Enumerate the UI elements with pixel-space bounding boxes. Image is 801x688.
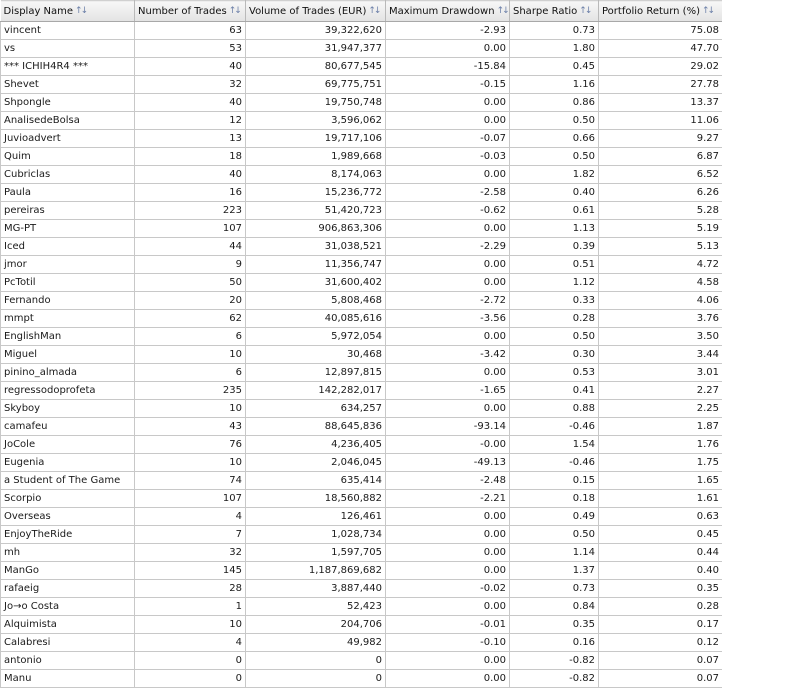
cell-number-of-trades: 16: [135, 184, 246, 202]
cell-maximum-drawdown: 0.00: [386, 220, 510, 238]
cell-portfolio-return: 6.26: [599, 184, 723, 202]
cell-number-of-trades: 76: [135, 436, 246, 454]
cell-portfolio-return: 27.78: [599, 76, 723, 94]
cell-sharpe-ratio: 0.50: [510, 328, 599, 346]
cell-volume-of-trades: 12,897,815: [246, 364, 386, 382]
cell-sharpe-ratio: -0.82: [510, 652, 599, 670]
sort-arrows-icon[interactable]: ↑↓: [496, 5, 508, 16]
table-row[interactable]: [1, 490, 723, 508]
cell-number-of-trades: 4: [135, 508, 246, 526]
cell-maximum-drawdown: 0.00: [386, 670, 510, 688]
cell-display-name: Quim: [1, 148, 135, 166]
table-row[interactable]: [1, 202, 723, 220]
cell-display-name: PcTotil: [1, 274, 135, 292]
cell-portfolio-return: 1.75: [599, 454, 723, 472]
cell-maximum-drawdown: -0.02: [386, 580, 510, 598]
cell-display-name: antonio: [1, 652, 135, 670]
table-row[interactable]: [1, 346, 723, 364]
table-row[interactable]: [1, 508, 723, 526]
cell-sharpe-ratio: 0.18: [510, 490, 599, 508]
cell-maximum-drawdown: 0.00: [386, 544, 510, 562]
cell-volume-of-trades: 51,420,723: [246, 202, 386, 220]
cell-maximum-drawdown: -2.29: [386, 238, 510, 256]
cell-number-of-trades: 223: [135, 202, 246, 220]
cell-portfolio-return: 0.45: [599, 526, 723, 544]
cell-number-of-trades: 43: [135, 418, 246, 436]
cell-portfolio-return: 6.52: [599, 166, 723, 184]
table-row[interactable]: [1, 634, 723, 652]
cell-sharpe-ratio: 0.15: [510, 472, 599, 490]
table-row[interactable]: [1, 112, 723, 130]
cell-number-of-trades: 74: [135, 472, 246, 490]
cell-portfolio-return: 5.13: [599, 238, 723, 256]
cell-portfolio-return: 0.44: [599, 544, 723, 562]
cell-volume-of-trades: 31,600,402: [246, 274, 386, 292]
cell-volume-of-trades: 80,677,545: [246, 58, 386, 76]
cell-display-name: Paula: [1, 184, 135, 202]
cell-portfolio-return: 0.63: [599, 508, 723, 526]
cell-sharpe-ratio: -0.46: [510, 454, 599, 472]
cell-sharpe-ratio: 0.50: [510, 112, 599, 130]
cell-maximum-drawdown: -2.93: [386, 22, 510, 40]
cell-display-name: Manu: [1, 670, 135, 688]
cell-volume-of-trades: 1,989,668: [246, 148, 386, 166]
cell-portfolio-return: 3.01: [599, 364, 723, 382]
cell-maximum-drawdown: -2.21: [386, 490, 510, 508]
table-row[interactable]: [1, 256, 723, 274]
table-row[interactable]: [1, 472, 723, 490]
cell-portfolio-return: 3.44: [599, 346, 723, 364]
cell-sharpe-ratio: 1.37: [510, 562, 599, 580]
table-row[interactable]: [1, 274, 723, 292]
cell-sharpe-ratio: -0.46: [510, 418, 599, 436]
cell-volume-of-trades: 31,947,377: [246, 40, 386, 58]
cell-volume-of-trades: 5,808,468: [246, 292, 386, 310]
cell-sharpe-ratio: 0.53: [510, 364, 599, 382]
cell-volume-of-trades: 635,414: [246, 472, 386, 490]
cell-portfolio-return: 5.28: [599, 202, 723, 220]
cell-sharpe-ratio: 0.73: [510, 580, 599, 598]
cell-display-name: Jo→o Costa: [1, 598, 135, 616]
cell-volume-of-trades: 126,461: [246, 508, 386, 526]
cell-display-name: Miguel: [1, 346, 135, 364]
column-header-portfolio-return[interactable]: Portfolio Return (%) ↑↓: [599, 1, 723, 22]
cell-number-of-trades: 1: [135, 598, 246, 616]
cell-display-name: rafaeig: [1, 580, 135, 598]
cell-number-of-trades: 9: [135, 256, 246, 274]
cell-volume-of-trades: 2,046,045: [246, 454, 386, 472]
cell-display-name: regressodoprofeta: [1, 382, 135, 400]
column-header-sharpe-ratio[interactable]: Sharpe Ratio ↑↓: [510, 1, 599, 22]
cell-display-name: Overseas: [1, 508, 135, 526]
table-row[interactable]: [1, 238, 723, 256]
cell-volume-of-trades: 39,322,620: [246, 22, 386, 40]
cell-number-of-trades: 12: [135, 112, 246, 130]
cell-portfolio-return: 0.35: [599, 580, 723, 598]
cell-portfolio-return: 0.40: [599, 562, 723, 580]
table-row[interactable]: [1, 58, 723, 76]
cell-number-of-trades: 10: [135, 346, 246, 364]
table-row[interactable]: [1, 364, 723, 382]
cell-volume-of-trades: 1,597,705: [246, 544, 386, 562]
table-row[interactable]: [1, 544, 723, 562]
cell-number-of-trades: 63: [135, 22, 246, 40]
cell-number-of-trades: 40: [135, 166, 246, 184]
cell-volume-of-trades: 88,645,836: [246, 418, 386, 436]
table-row[interactable]: [1, 166, 723, 184]
cell-display-name: a Student of The Game: [1, 472, 135, 490]
table-row[interactable]: [1, 22, 723, 40]
cell-sharpe-ratio: 0.84: [510, 598, 599, 616]
cell-display-name: pinino_almada: [1, 364, 135, 382]
cell-maximum-drawdown: 0.00: [386, 364, 510, 382]
cell-number-of-trades: 40: [135, 58, 246, 76]
cell-number-of-trades: 107: [135, 220, 246, 238]
cell-sharpe-ratio: 0.49: [510, 508, 599, 526]
cell-portfolio-return: 1.87: [599, 418, 723, 436]
empty-area: [722, 0, 801, 688]
cell-sharpe-ratio: 1.80: [510, 40, 599, 58]
cell-sharpe-ratio: 0.39: [510, 238, 599, 256]
cell-display-name: Scorpio: [1, 490, 135, 508]
cell-portfolio-return: 2.25: [599, 400, 723, 418]
table-row[interactable]: [1, 382, 723, 400]
cell-display-name: Shpongle: [1, 94, 135, 112]
cell-number-of-trades: 32: [135, 76, 246, 94]
cell-volume-of-trades: 5,972,054: [246, 328, 386, 346]
cell-maximum-drawdown: -1.65: [386, 382, 510, 400]
table-row[interactable]: [1, 454, 723, 472]
cell-maximum-drawdown: -49.13: [386, 454, 510, 472]
cell-display-name: AnalisedeBolsa: [1, 112, 135, 130]
cell-display-name: vs: [1, 40, 135, 58]
cell-maximum-drawdown: 0.00: [386, 166, 510, 184]
cell-volume-of-trades: 15,236,772: [246, 184, 386, 202]
cell-display-name: jmor: [1, 256, 135, 274]
cell-maximum-drawdown: -15.84: [386, 58, 510, 76]
cell-maximum-drawdown: 0.00: [386, 652, 510, 670]
table-row[interactable]: [1, 616, 723, 634]
cell-portfolio-return: 6.87: [599, 148, 723, 166]
cell-maximum-drawdown: -0.07: [386, 130, 510, 148]
header-row: [1, 1, 723, 22]
cell-volume-of-trades: 40,085,616: [246, 310, 386, 328]
cell-sharpe-ratio: 0.73: [510, 22, 599, 40]
cell-maximum-drawdown: -0.01: [386, 616, 510, 634]
table-row[interactable]: [1, 598, 723, 616]
cell-maximum-drawdown: -93.14: [386, 418, 510, 436]
cell-maximum-drawdown: -2.72: [386, 292, 510, 310]
cell-display-name: EnglishMan: [1, 328, 135, 346]
cell-volume-of-trades: 906,863,306: [246, 220, 386, 238]
cell-number-of-trades: 18: [135, 148, 246, 166]
cell-maximum-drawdown: 0.00: [386, 562, 510, 580]
table-row[interactable]: [1, 40, 723, 58]
cell-volume-of-trades: 49,982: [246, 634, 386, 652]
cell-sharpe-ratio: 0.50: [510, 148, 599, 166]
cell-sharpe-ratio: -0.82: [510, 670, 599, 688]
cell-maximum-drawdown: -0.15: [386, 76, 510, 94]
cell-number-of-trades: 44: [135, 238, 246, 256]
cell-sharpe-ratio: 0.88: [510, 400, 599, 418]
cell-sharpe-ratio: 0.50: [510, 526, 599, 544]
cell-maximum-drawdown: -0.10: [386, 634, 510, 652]
cell-portfolio-return: 4.06: [599, 292, 723, 310]
cell-sharpe-ratio: 0.40: [510, 184, 599, 202]
cell-sharpe-ratio: 1.54: [510, 436, 599, 454]
cell-volume-of-trades: 0: [246, 670, 386, 688]
cell-maximum-drawdown: -0.62: [386, 202, 510, 220]
cell-portfolio-return: 0.07: [599, 670, 723, 688]
table-row[interactable]: [1, 562, 723, 580]
cell-number-of-trades: 10: [135, 400, 246, 418]
table-row[interactable]: [1, 670, 723, 688]
cell-sharpe-ratio: 0.28: [510, 310, 599, 328]
cell-display-name: pereiras: [1, 202, 135, 220]
cell-number-of-trades: 0: [135, 670, 246, 688]
cell-maximum-drawdown: -0.03: [386, 148, 510, 166]
cell-portfolio-return: 47.70: [599, 40, 723, 58]
cell-display-name: Skyboy: [1, 400, 135, 418]
cell-display-name: EnjoyTheRide: [1, 526, 135, 544]
cell-number-of-trades: 107: [135, 490, 246, 508]
column-header-maximum-drawdown[interactable]: Maximum Drawdown ↑↓: [386, 1, 510, 22]
table-row[interactable]: [1, 652, 723, 670]
cell-display-name: camafeu: [1, 418, 135, 436]
table-row[interactable]: [1, 436, 723, 454]
table-row[interactable]: [1, 148, 723, 166]
cell-maximum-drawdown: 0.00: [386, 598, 510, 616]
cell-maximum-drawdown: -2.58: [386, 184, 510, 202]
cell-portfolio-return: 0.07: [599, 652, 723, 670]
cell-number-of-trades: 6: [135, 364, 246, 382]
cell-sharpe-ratio: 0.41: [510, 382, 599, 400]
column-header-display-name[interactable]: Display Name ↑↓: [1, 1, 135, 22]
cell-volume-of-trades: 19,750,748: [246, 94, 386, 112]
table-row[interactable]: [1, 526, 723, 544]
cell-number-of-trades: 13: [135, 130, 246, 148]
sort-arrows-icon[interactable]: ↑↓: [228, 5, 240, 16]
cell-portfolio-return: 1.61: [599, 490, 723, 508]
cell-volume-of-trades: 69,775,751: [246, 76, 386, 94]
table-row[interactable]: [1, 94, 723, 112]
cell-maximum-drawdown: 0.00: [386, 274, 510, 292]
cell-sharpe-ratio: 0.33: [510, 292, 599, 310]
cell-volume-of-trades: 11,356,747: [246, 256, 386, 274]
cell-number-of-trades: 0: [135, 652, 246, 670]
cell-volume-of-trades: 31,038,521: [246, 238, 386, 256]
cell-sharpe-ratio: 0.61: [510, 202, 599, 220]
cell-number-of-trades: 53: [135, 40, 246, 58]
cell-portfolio-return: 4.72: [599, 256, 723, 274]
cell-portfolio-return: 75.08: [599, 22, 723, 40]
cell-display-name: Eugenia: [1, 454, 135, 472]
cell-display-name: Cubriclas: [1, 166, 135, 184]
cell-sharpe-ratio: 0.16: [510, 634, 599, 652]
cell-display-name: Shevet: [1, 76, 135, 94]
table-row[interactable]: [1, 328, 723, 346]
sort-arrows-icon[interactable]: ↑↓: [75, 5, 87, 16]
cell-portfolio-return: 3.76: [599, 310, 723, 328]
cell-maximum-drawdown: 0.00: [386, 328, 510, 346]
cell-display-name: Alquimista: [1, 616, 135, 634]
cell-number-of-trades: 40: [135, 94, 246, 112]
table-row[interactable]: [1, 580, 723, 598]
cell-sharpe-ratio: 0.30: [510, 346, 599, 364]
cell-sharpe-ratio: 0.45: [510, 58, 599, 76]
cell-number-of-trades: 145: [135, 562, 246, 580]
cell-number-of-trades: 10: [135, 454, 246, 472]
cell-volume-of-trades: 19,717,106: [246, 130, 386, 148]
table-row[interactable]: [1, 76, 723, 94]
cell-portfolio-return: 13.37: [599, 94, 723, 112]
cell-maximum-drawdown: 0.00: [386, 526, 510, 544]
table-row[interactable]: [1, 292, 723, 310]
cell-sharpe-ratio: 0.66: [510, 130, 599, 148]
sort-arrows-icon[interactable]: ↑↓: [701, 5, 714, 16]
cell-portfolio-return: 1.76: [599, 436, 723, 454]
cell-sharpe-ratio: 0.51: [510, 256, 599, 274]
sort-arrows-icon[interactable]: ↑↓: [579, 5, 591, 16]
cell-volume-of-trades: 1,028,734: [246, 526, 386, 544]
cell-display-name: Calabresi: [1, 634, 135, 652]
cell-sharpe-ratio: 1.13: [510, 220, 599, 238]
cell-volume-of-trades: 3,887,440: [246, 580, 386, 598]
cell-portfolio-return: 1.65: [599, 472, 723, 490]
cell-number-of-trades: 4: [135, 634, 246, 652]
cell-maximum-drawdown: -0.00: [386, 436, 510, 454]
column-header-number-of-trades[interactable]: Number of Trades ↑↓: [135, 1, 246, 22]
cell-volume-of-trades: 0: [246, 652, 386, 670]
table-body: [1, 22, 723, 688]
cell-portfolio-return: 0.12: [599, 634, 723, 652]
table-row[interactable]: [1, 418, 723, 436]
table-row[interactable]: [1, 130, 723, 148]
table-row[interactable]: [1, 310, 723, 328]
cell-portfolio-return: 2.27: [599, 382, 723, 400]
table-row[interactable]: [1, 400, 723, 418]
cell-display-name: mh: [1, 544, 135, 562]
cell-number-of-trades: 6: [135, 328, 246, 346]
cell-display-name: *** ICHIH4R4 ***: [1, 58, 135, 76]
cell-volume-of-trades: 204,706: [246, 616, 386, 634]
cell-maximum-drawdown: 0.00: [386, 112, 510, 130]
cell-maximum-drawdown: -3.56: [386, 310, 510, 328]
cell-portfolio-return: 4.58: [599, 274, 723, 292]
cell-portfolio-return: 11.06: [599, 112, 723, 130]
cell-maximum-drawdown: -3.42: [386, 346, 510, 364]
cell-sharpe-ratio: 0.35: [510, 616, 599, 634]
cell-number-of-trades: 235: [135, 382, 246, 400]
cell-portfolio-return: 3.50: [599, 328, 723, 346]
cell-volume-of-trades: 52,423: [246, 598, 386, 616]
sort-arrows-icon[interactable]: ↑↓: [368, 5, 380, 16]
cell-volume-of-trades: 634,257: [246, 400, 386, 418]
cell-number-of-trades: 7: [135, 526, 246, 544]
cell-portfolio-return: 0.28: [599, 598, 723, 616]
cell-maximum-drawdown: 0.00: [386, 256, 510, 274]
cell-volume-of-trades: 18,560,882: [246, 490, 386, 508]
cell-number-of-trades: 50: [135, 274, 246, 292]
cell-number-of-trades: 32: [135, 544, 246, 562]
cell-sharpe-ratio: 1.14: [510, 544, 599, 562]
cell-display-name: Fernando: [1, 292, 135, 310]
cell-portfolio-return: 9.27: [599, 130, 723, 148]
cell-volume-of-trades: 4,236,405: [246, 436, 386, 454]
table-row[interactable]: [1, 184, 723, 202]
cell-display-name: Juvioadvert: [1, 130, 135, 148]
cell-number-of-trades: 62: [135, 310, 246, 328]
cell-sharpe-ratio: 0.86: [510, 94, 599, 112]
cell-volume-of-trades: 1,187,869,682: [246, 562, 386, 580]
cell-maximum-drawdown: 0.00: [386, 508, 510, 526]
cell-display-name: vincent: [1, 22, 135, 40]
cell-display-name: JoCole: [1, 436, 135, 454]
cell-maximum-drawdown: 0.00: [386, 400, 510, 418]
cell-volume-of-trades: 30,468: [246, 346, 386, 364]
cell-display-name: Iced: [1, 238, 135, 256]
cell-volume-of-trades: 142,282,017: [246, 382, 386, 400]
cell-number-of-trades: 20: [135, 292, 246, 310]
cell-sharpe-ratio: 1.82: [510, 166, 599, 184]
cell-maximum-drawdown: 0.00: [386, 40, 510, 58]
cell-portfolio-return: 29.02: [599, 58, 723, 76]
cell-sharpe-ratio: 1.12: [510, 274, 599, 292]
column-header-volume-of-trades[interactable]: Volume of Trades (EUR) ↑↓: [246, 1, 386, 22]
cell-volume-of-trades: 8,174,063: [246, 166, 386, 184]
cell-maximum-drawdown: 0.00: [386, 94, 510, 112]
cell-display-name: mmpt: [1, 310, 135, 328]
cell-display-name: ManGo: [1, 562, 135, 580]
cell-volume-of-trades: 3,596,062: [246, 112, 386, 130]
cell-number-of-trades: 28: [135, 580, 246, 598]
table-row[interactable]: [1, 220, 723, 238]
cell-sharpe-ratio: 1.16: [510, 76, 599, 94]
cell-number-of-trades: 10: [135, 616, 246, 634]
cell-portfolio-return: 5.19: [599, 220, 723, 238]
cell-display-name: MG-PT: [1, 220, 135, 238]
cell-portfolio-return: 0.17: [599, 616, 723, 634]
cell-maximum-drawdown: -2.48: [386, 472, 510, 490]
